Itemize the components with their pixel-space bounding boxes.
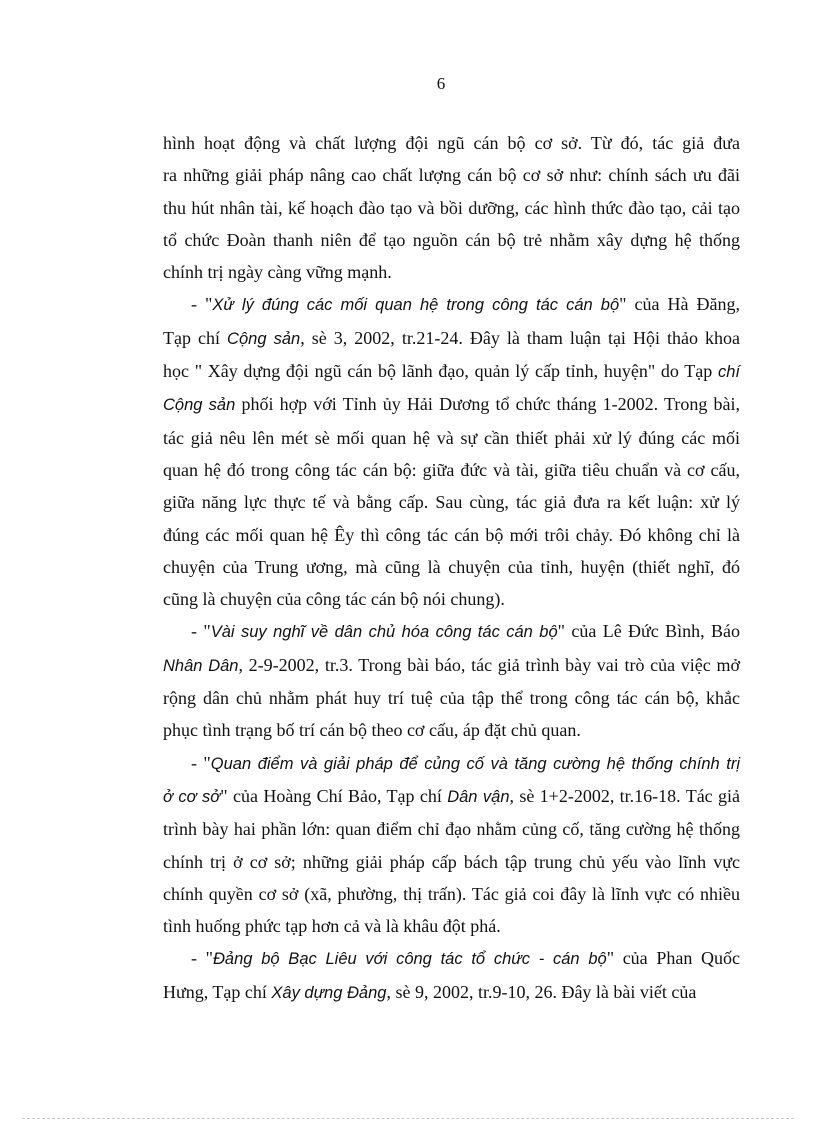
text-line: [163, 813, 740, 845]
page-bottom-divider: [22, 1118, 794, 1119]
text-line: [163, 910, 740, 942]
italic-title-text: Quan điểm và giải pháp để củng cố và tăng cường hệ thống chính trị: [210, 754, 741, 773]
text-segment: tác giả nêu lên mét sè mối quan hệ và sự cần thiết phải xử lý đúng các mối: [163, 427, 740, 448]
italic-title-text: Dân vận: [447, 787, 510, 806]
text-segment: - ": [191, 294, 213, 315]
text-segment: ra những giải pháp nâng cao chất lượng cán bộ cơ sở như: chính sách ưu đãi: [163, 165, 740, 186]
text-segment: quan hệ đó trong công tác cán bộ: giữa đức và tài, giữa tiêu chuẩn và cơ cấu,: [163, 459, 740, 480]
text-segment: hình hoạt động và chất lượng đội ngũ cán bộ cơ sở. Từ đó, tác giả đưa: [163, 133, 740, 153]
text-line: [163, 780, 740, 813]
text-segment: , sè 9, 2002, tr.9-10, 26. Đây là bài viết của: [386, 981, 697, 1002]
italic-title-text: Cộng sản: [227, 329, 301, 348]
text-line: [163, 551, 740, 583]
text-segment: " của Hoàng Chí Bảo, Tạp chí: [220, 785, 448, 806]
text-segment: tình huống phức tạp hơn cả và là khâu đột phá.: [163, 916, 501, 937]
italic-title-text: Vài suy nghĩ về dân chủ hóa công tác cán bộ: [210, 623, 558, 642]
italic-title-text: Cộng sản: [163, 396, 236, 415]
text-line: [163, 388, 740, 421]
text-segment: cũng là chuyện của công tác cán bộ nói chung).: [163, 589, 505, 610]
text-line: [163, 322, 740, 355]
text-segment: học " Xây dựng đội ngũ cán bộ lãnh đạo, quản lý cấp tỉnh, huyện" do Tạp: [163, 361, 718, 382]
text-line: [163, 256, 740, 288]
text-segment: " của Phan Quốc: [606, 948, 740, 969]
text-line: [163, 486, 740, 518]
text-segment: phục tình trạng bố trí cán bộ theo cơ cấu, áp đặt chủ quan.: [163, 720, 581, 741]
text-segment: thu hút nhân tài, kế hoạch đào tạo và bồi dưỡng, các hình thức đào tạo, cải tạo: [163, 197, 740, 218]
italic-title-text: ở cơ sở: [163, 787, 221, 806]
text-line: [163, 159, 740, 191]
text-line: [163, 355, 740, 388]
text-segment: - ": [191, 621, 211, 642]
text-segment: tổ chức Đoàn thanh niên để tạo nguồn cán bộ trẻ nhằm xây dựng hệ thống: [163, 229, 740, 250]
text-line: [163, 747, 740, 780]
text-segment: " của Lê Đức Bình, Báo: [557, 621, 740, 642]
text-line: [163, 583, 740, 615]
text-segment: , sè 1+2-2002, tr.16-18. Tác giả: [509, 785, 741, 806]
text-line: [163, 615, 740, 648]
text-segment: chính trị ngày càng vững mạnh.: [163, 262, 392, 283]
text-line: [163, 454, 740, 486]
text-segment: Hưng, Tạp chí: [163, 981, 272, 1002]
text-segment: phối hợp với Tỉnh ủy Hải Dương tổ chức tháng 1-2002. Trong bài,: [235, 394, 740, 415]
text-line: [163, 224, 740, 256]
italic-title-text: chí: [717, 363, 740, 382]
text-line: [163, 127, 740, 159]
document-body: [163, 127, 740, 1009]
text-line: [163, 519, 740, 551]
italic-title-text: Nhân Dân: [163, 656, 239, 675]
text-segment: , sè 3, 2002, tr.21-24. Đây là tham luận tại Hội thảo khoa: [300, 327, 741, 348]
text-line: [163, 942, 740, 975]
text-segment: trình bày hai phần lớn: quan điểm chỉ đạo nhằm củng cố, tăng cường hệ thống: [163, 819, 740, 840]
text-segment: chuyện của Trung ương, mà cũng là chuyện của tỉnh, huyện (thiết nghĩ, đó: [163, 556, 740, 577]
text-segment: - ": [191, 752, 211, 773]
text-segment: , 2-9-2002, tr.3. Trong bài báo, tác giả trình bày vai trò của việc mở: [238, 654, 740, 675]
page-number: 6: [436, 74, 446, 93]
text-line: [163, 976, 740, 1009]
italic-title-text: Xây dựng Đảng: [271, 983, 387, 1002]
text-segment: đúng các mối quan hệ Êy thì công tác cán bộ mới trôi chảy. Đó không chỉ là: [163, 524, 740, 545]
text-segment: " của Hà Đăng,: [619, 294, 740, 315]
text-line: [163, 714, 740, 746]
text-segment: chính trị ở cơ sở; những giải pháp cấp bách tập trung chủ yếu vào lĩnh vực: [163, 851, 740, 872]
text-line: [163, 682, 740, 714]
text-line: [163, 422, 740, 454]
text-segment: Tạp chí: [163, 327, 228, 348]
text-line: [163, 878, 740, 910]
text-line: [163, 649, 740, 682]
text-segment: giữa năng lực thực tế và bằng cấp. Sau cùng, tác giả đưa ra kết luận: xử lý: [163, 492, 740, 513]
italic-title-text: Xử lý đúng các mối quan hệ trong công tác cán bộ: [212, 296, 620, 315]
text-segment: rộng dân chủ nhằm phát huy trí tuệ của tập thể trong công tác cán bộ, khắc: [163, 688, 740, 709]
text-segment: chính quyền cơ sở (xã, phường, thị trấn). Tác giả coi đây là lĩnh vực có nhiều: [163, 883, 740, 904]
italic-title-text: Đảng bộ Bạc Liêu với công tác tổ chức - cán bộ: [213, 950, 607, 969]
text-line: [163, 192, 740, 224]
text-line: [163, 846, 740, 878]
text-line: [163, 288, 740, 321]
text-segment: - ": [191, 948, 214, 969]
